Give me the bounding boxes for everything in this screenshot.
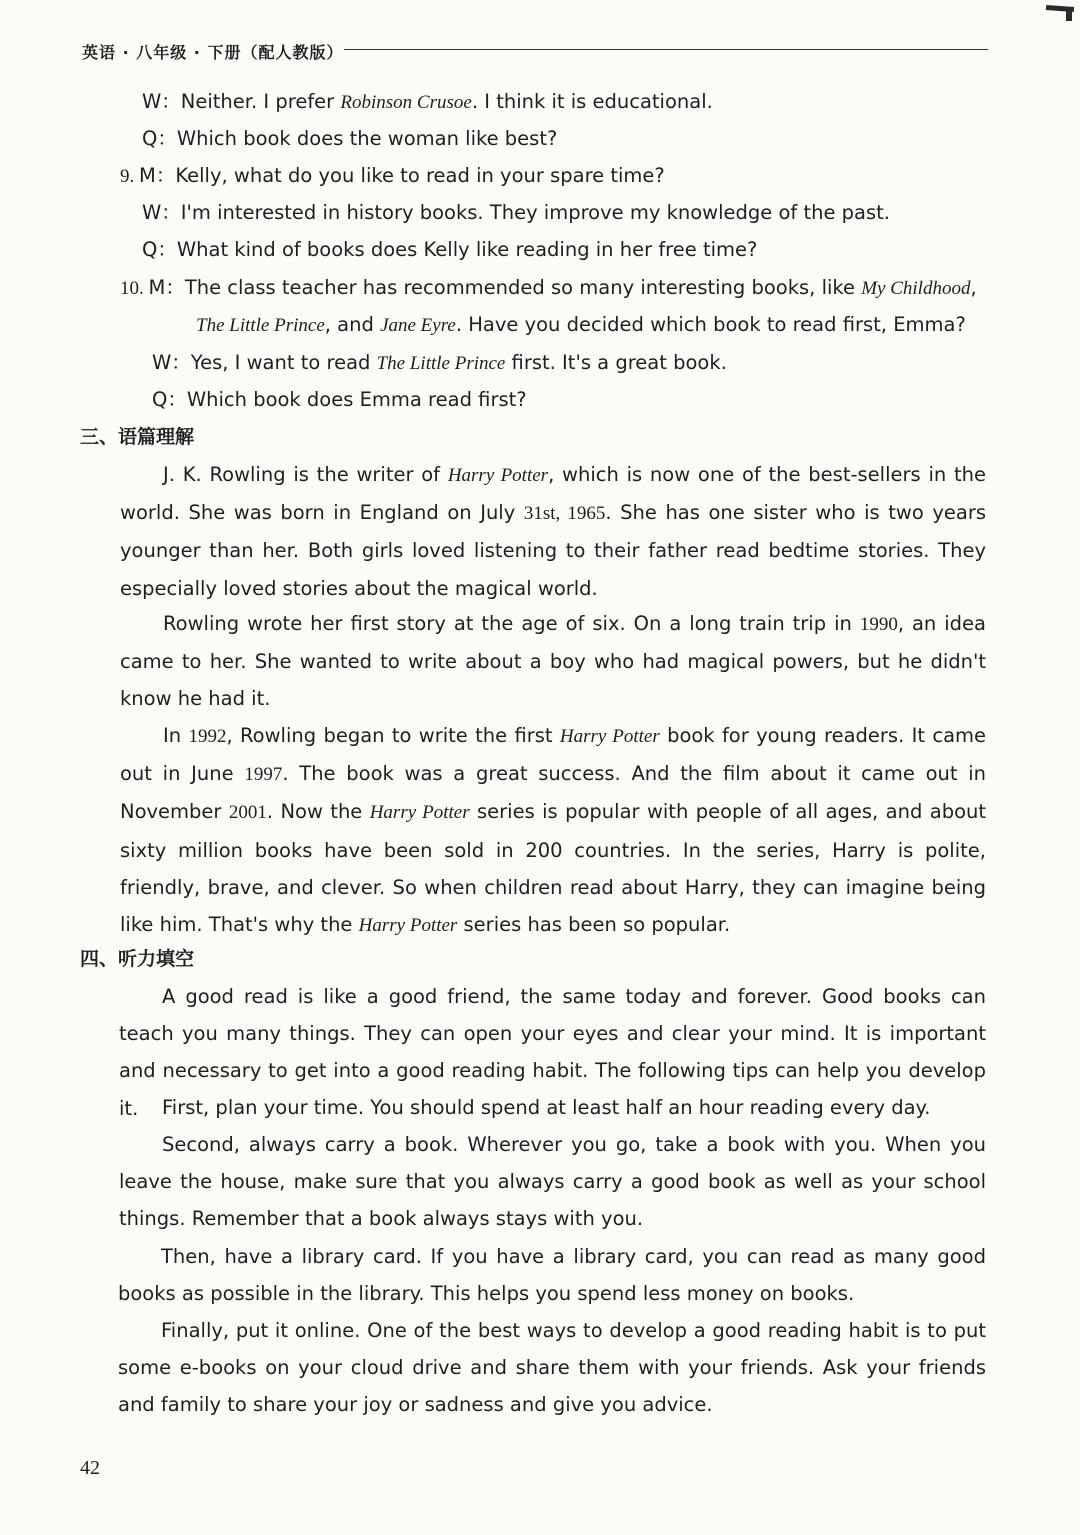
speaker-label: Q：	[142, 127, 177, 150]
passage-paragraph: Then, have a library card. If you have a library card, you can read as many good books as possible in the library. This helps you spend less money on books.	[118, 1245, 986, 1306]
year-text: 2001	[228, 802, 267, 824]
passage-paragraph	[120, 605, 986, 718]
passage-paragraph	[120, 456, 986, 607]
punctuation: ,	[970, 276, 977, 299]
passage-paragraph	[120, 717, 986, 944]
year-text: 1990	[859, 614, 898, 635]
dialogue-text: Which book does the woman like best?	[176, 127, 558, 150]
speaker-label: M：	[148, 276, 185, 299]
passage-text: , Rowling began to write the first	[226, 724, 560, 747]
speaker-label: W：	[152, 351, 191, 374]
dialogue-line-q	[142, 237, 757, 263]
dialogue-text: Neither. I prefer	[180, 90, 341, 113]
dialogue-line-w	[142, 89, 713, 115]
passage-text: . The book was a great success. And the film about it came out in November	[120, 762, 986, 824]
dialogue-text: Yes, I want to read	[190, 351, 377, 374]
passage-paragraph: Finally, put it online. One of the best ways to develop a good reading habit is to put some e-books on your cloud drive and share them with your friends. Ask your friends and family to share your joy or sadness and give you advice.	[118, 1319, 986, 1417]
dialogue-text: . I think it is educational.	[471, 90, 713, 113]
book-title: Robinson Crusoe	[340, 92, 472, 113]
dialogue-line-w	[142, 200, 890, 226]
question-number: 9.	[120, 166, 139, 187]
dialogue-line-q	[152, 387, 527, 413]
dialogue-text: The class teacher has recommended so many interesting books, like	[184, 276, 862, 299]
dialogue-text: . Have you decided which book to read first, Emma?	[455, 313, 966, 336]
passage-paragraph: First, plan your time. You should spend at least half an hour reading every day.	[162, 1096, 931, 1119]
passage-text: series has been so popular.	[457, 913, 731, 937]
book-title: The Little Prince	[376, 353, 506, 374]
book-title: Harry Potter	[559, 726, 660, 747]
speaker-label: W：	[142, 201, 181, 224]
running-header	[82, 40, 988, 62]
page-number: 42	[80, 1457, 100, 1479]
passage-paragraph: Second, always carry a book. Wherever you go, take a book with you. When you leave the house, make sure that you always carry a good book as well as your school things. Remember that a book always stays with you.	[119, 1133, 986, 1231]
passage-text: , an idea came to her. She wanted to write about a boy who had magical powers, but he didn't know he had it.	[120, 612, 986, 711]
passage-text: J. K. Rowling is the writer of	[163, 463, 448, 486]
passage-text: In	[163, 724, 189, 747]
speaker-label: Q：	[142, 238, 177, 261]
passage-text: . She has one sister who is two years younger than her. Both girls loved listening to their father read bedtime stories. They especially loved stories about the magical world.	[120, 501, 986, 600]
passage-paragraph: A good read is like a good friend, the same today and forever. Good books can teach you many things. They can open your eyes and clear your mind. It is important and necessary to get into a good reading habit. The following tips can help you develop it.	[119, 985, 986, 1120]
header-rule	[344, 49, 988, 50]
dialogue-line-m	[120, 275, 977, 301]
dialogue-line-m	[120, 163, 665, 189]
dialogue-text: I'm interested in history books. They improve my knowledge of the past.	[180, 201, 891, 224]
dialogue-text: Which book does Emma read first?	[186, 388, 527, 411]
section-heading: 四、听力填空	[80, 948, 195, 970]
book-title: The Little Prince	[196, 315, 325, 336]
dialogue-text: What kind of books does Kelly like reading in her free time?	[176, 238, 758, 261]
book-title: My Childhood	[861, 278, 971, 299]
speaker-label: W：	[142, 90, 181, 113]
book-title: Jane Eyre	[380, 315, 456, 336]
year-text: 1997	[244, 764, 283, 786]
passage-text: Rowling wrote her first story at the age of six. On a long train trip in	[163, 612, 860, 635]
header-title: 英语 · 八年级 · 下册（配人教版）	[82, 43, 344, 62]
book-title: Harry Potter	[358, 915, 458, 937]
passage-text: book for young readers. It came out in June	[120, 724, 987, 786]
book-title: Harry Potter	[447, 465, 549, 486]
date-text: 31st, 1965	[523, 503, 606, 525]
dialogue-line-m-cont	[196, 312, 966, 338]
question-number: 10.	[120, 278, 149, 299]
passage-text: . Now the	[266, 800, 370, 824]
dialogue-line-w	[152, 350, 727, 376]
passage-text: , which is now one of the best-sellers in the world. She was born in England on July	[120, 463, 986, 525]
speaker-label: M：	[139, 164, 176, 187]
dialogue-text: Kelly, what do you like to read in your spare time?	[175, 164, 665, 187]
book-title: Harry Potter	[369, 802, 470, 824]
section-heading: 三、语篇理解	[80, 426, 195, 448]
dialogue-text: , and	[324, 313, 381, 336]
dialogue-line-q	[142, 126, 557, 152]
corner-mark	[1066, 7, 1072, 21]
passage-text: series is popular with people of all ages, and about sixty million books have been sold in 200 countries. In the series, Harry is polite, friendly, brave, and clever. So when children read about Harry, they can imagine being like him. That's why the	[120, 800, 987, 937]
dialogue-text: first. It's a great book.	[505, 351, 727, 374]
year-text: 1992	[188, 726, 227, 747]
speaker-label: Q：	[152, 388, 187, 411]
